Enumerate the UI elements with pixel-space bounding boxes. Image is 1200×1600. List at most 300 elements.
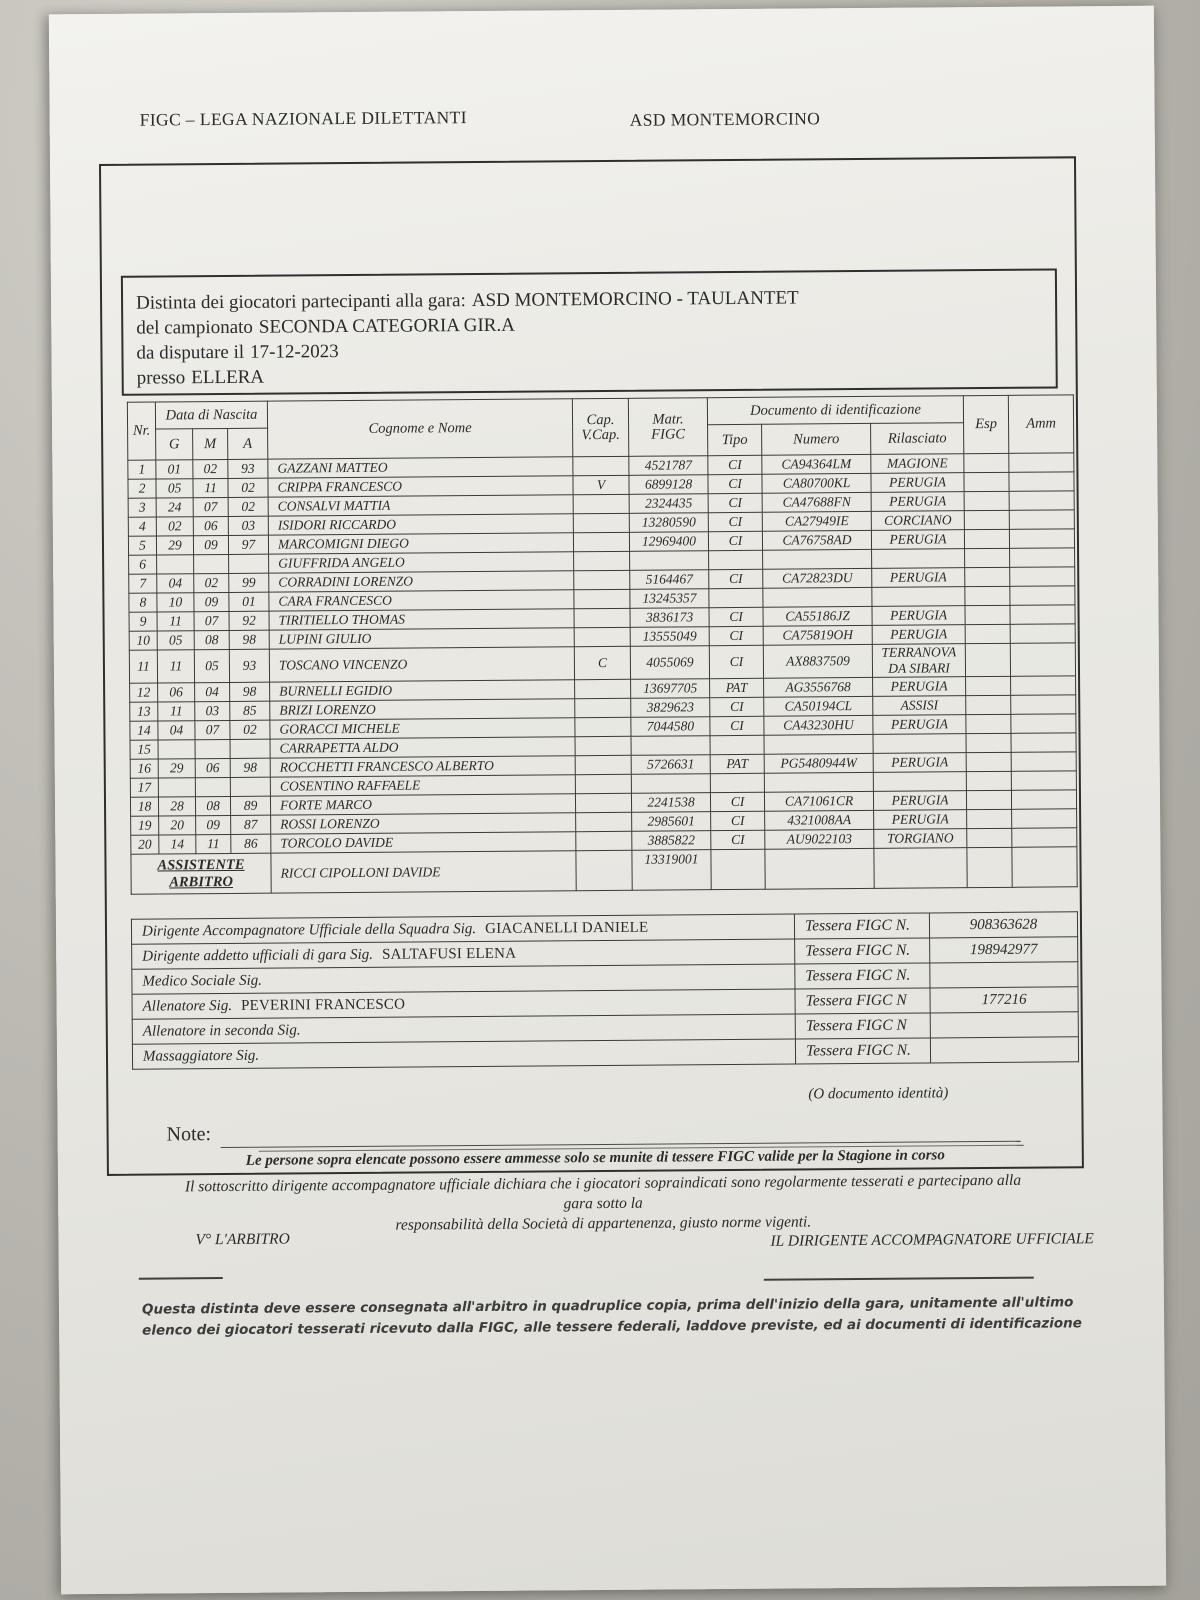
player-name: CRIPPA FRANCESCO: [268, 476, 573, 497]
player-name: LUPINI GIULIO: [269, 628, 574, 649]
figc-number: [631, 774, 710, 794]
birth-month: 08: [194, 630, 229, 649]
document-type: CI: [710, 792, 764, 811]
col-header-rilasciato: Rilasciato: [871, 423, 964, 455]
captain-mark: [573, 513, 629, 532]
birth-month: 09: [193, 535, 228, 554]
document-number: [763, 549, 872, 569]
player-number: 6: [129, 555, 157, 574]
document-number: CA27949IE: [762, 511, 871, 531]
birth-month: 04: [195, 682, 230, 701]
manager-signature-line: [764, 1277, 1034, 1281]
player-number: 3: [128, 498, 156, 517]
captain-mark: [575, 755, 631, 774]
document-issuer: [872, 549, 965, 569]
player-name: GORACCI MICHELE: [270, 718, 575, 739]
document-type: CI: [709, 569, 763, 588]
birth-month: 03: [195, 701, 230, 720]
championship-label: del campionato: [136, 316, 253, 339]
birth-month: 11: [193, 478, 228, 497]
assistant-doc-issuer: [874, 848, 967, 889]
player-number: 7: [129, 574, 157, 593]
amm-cell: [1012, 828, 1077, 848]
document-issuer: [873, 772, 966, 792]
esp-cell: [965, 643, 1010, 676]
amm-cell: [1009, 472, 1074, 492]
birth-month: 02: [194, 573, 229, 592]
player-name: ROCCHETTI FRANCESCO ALBERTO: [270, 756, 575, 777]
col-header-numero: Numero: [762, 423, 871, 455]
captain-mark: [576, 831, 632, 850]
document-type: PAT: [710, 754, 764, 773]
document-issuer: [873, 734, 966, 754]
col-header-tipo: Tipo: [708, 424, 762, 455]
document-type: CI: [711, 811, 765, 830]
club-header: ASD MONTEMORCINO: [629, 108, 821, 130]
birth-day: 05: [157, 631, 194, 650]
player-name: ROSSI LORENZO: [271, 813, 576, 834]
captain-mark: V: [573, 475, 629, 494]
assistant-label-line1: ASSISTENTE: [157, 856, 245, 874]
col-header-month: M: [193, 428, 228, 459]
birth-month: 05: [194, 649, 229, 682]
col-header-nr: Nr.: [127, 402, 155, 460]
captain-mark: [575, 717, 631, 736]
player-name: CORRADINI LORENZO: [269, 571, 574, 592]
esp-cell: [966, 790, 1011, 809]
birth-year: 92: [229, 611, 269, 630]
form-border: [99, 156, 1084, 1176]
birth-year: 98: [230, 682, 270, 701]
document-number: [764, 772, 873, 792]
player-name: TORCOLO DAVIDE: [271, 832, 576, 853]
esp-cell: [964, 491, 1009, 510]
figc-number: [630, 551, 709, 571]
captain-mark: [575, 679, 631, 698]
birth-day: 11: [157, 650, 194, 683]
roster-table: [127, 394, 1078, 894]
captain-mark: [575, 793, 631, 812]
birth-day: [158, 778, 195, 797]
official-role-label: Allenatore in seconda Sig.: [142, 1021, 301, 1040]
assistant-referee-name: RICCI CIPOLLONI DAVIDE: [271, 851, 576, 893]
figc-number: 6899128: [629, 475, 708, 495]
esp-cell: [965, 624, 1010, 643]
captain-mark: C: [574, 646, 630, 679]
document-type: [709, 550, 763, 569]
amm-cell: [1011, 733, 1076, 753]
birth-year: 97: [228, 535, 268, 554]
captain-label-line2: V.Cap.: [581, 426, 620, 443]
col-header-matricola: [628, 398, 707, 457]
official-role-label: Medico Sociale Sig.: [142, 972, 263, 990]
match-title-value: ASD MONTEMORCINO - TAULANTET: [471, 287, 799, 312]
admission-note: Le persone sopra elencate possono essere ammesse solo se munite di tessere FIGC valide per la Stagione in corso: [245, 1147, 945, 1169]
document-number: [763, 587, 872, 607]
assistant-figc-number: 13319001: [632, 850, 711, 891]
esp-cell: [966, 676, 1011, 695]
officials-table: [131, 911, 1079, 1069]
referee-signature-label: V° L'ARBITRO: [195, 1230, 290, 1249]
document-issuer: PERUGIA: [871, 473, 964, 493]
assistant-doc-type: [711, 849, 765, 889]
birth-month: 06: [195, 758, 230, 777]
birth-year: 89: [230, 796, 270, 815]
assistant-referee-row: [131, 847, 1077, 894]
document-number: CA75819OH: [763, 625, 872, 645]
amm-cell: [1010, 586, 1075, 606]
document-type: CI: [709, 607, 763, 626]
birth-month: 07: [195, 720, 230, 739]
assistant-captain-cell: [576, 850, 632, 890]
document-type: CI: [711, 830, 765, 849]
player-name: GAZZANI MATTEO: [268, 457, 573, 478]
captain-label-line1: Cap.: [586, 411, 615, 428]
birth-month: [195, 777, 230, 796]
tessera-number: [930, 1037, 1078, 1063]
birth-year: 02: [228, 497, 268, 516]
col-header-year: A: [228, 428, 268, 459]
assistant-amm-cell: [1012, 847, 1077, 888]
birth-month: 06: [193, 516, 228, 535]
amm-cell: [1011, 752, 1076, 772]
birth-year: [230, 739, 270, 758]
birth-day: 20: [159, 816, 196, 835]
document-type: CI: [710, 697, 764, 716]
tessera-number: 198942977: [930, 937, 1078, 963]
captain-mark: [574, 608, 630, 627]
doc-identity-note: (O documento identità): [808, 1085, 949, 1103]
document-type: CI: [708, 455, 762, 474]
col-header-birth: Data di Nascita: [155, 401, 267, 429]
document-type: [710, 773, 764, 792]
captain-mark: [576, 812, 632, 831]
amm-cell: [1011, 771, 1076, 791]
figc-number: 12969400: [629, 532, 708, 552]
player-name: BURNELLI EGIDIO: [270, 680, 575, 701]
player-name: GIUFFRIDA ANGELO: [269, 552, 574, 573]
player-number: 9: [129, 612, 157, 631]
esp-cell: [966, 771, 1011, 790]
roster-body: [128, 453, 1077, 854]
document-number: CA80700KL: [762, 473, 871, 493]
player-number: 4: [128, 517, 156, 536]
birth-day: 10: [157, 593, 194, 612]
document-issuer: [872, 587, 965, 607]
figc-number: 13245357: [630, 589, 709, 609]
player-number: 14: [130, 721, 158, 740]
birth-day: 29: [156, 536, 193, 555]
document-number: CA55186JZ: [763, 606, 872, 626]
birth-year: 98: [230, 758, 270, 777]
birth-year: 85: [230, 701, 270, 720]
document-number: AU9022103: [765, 829, 874, 849]
document-issuer: PERUGIA: [871, 530, 964, 550]
esp-cell: [967, 809, 1012, 828]
birth-year: 93: [229, 649, 269, 682]
tessera-label: Tessera FIGC N: [795, 988, 930, 1014]
figc-number: 5726631: [631, 755, 710, 775]
birth-month: 07: [194, 611, 229, 630]
captain-mark: [575, 698, 631, 717]
birth-year: 99: [229, 573, 269, 592]
tessera-number: [930, 1012, 1078, 1038]
document-number: [764, 734, 873, 754]
manager-signature-label: IL DIRIGENTE ACCOMPAGNATORE UFFICIALE: [770, 1230, 1094, 1250]
player-number: 5: [128, 536, 156, 555]
officials-body: [131, 912, 1078, 1069]
esp-cell: [967, 828, 1012, 847]
official-role-label: Massaggiatore Sig.: [142, 1047, 260, 1065]
player-number: 18: [130, 797, 158, 816]
birth-day: 06: [158, 683, 195, 702]
document-number: PG5480944W: [764, 753, 873, 773]
player-name: CARA FRANCESCO: [269, 590, 574, 611]
tessera-label: Tessera FIGC N.: [795, 963, 930, 989]
declaration-text: [173, 1171, 1033, 1238]
amm-cell: [1009, 510, 1074, 530]
amm-cell: [1010, 643, 1075, 677]
figc-number: 5164467: [630, 570, 709, 590]
document-type: CI: [709, 626, 763, 645]
amm-cell: [1011, 714, 1076, 734]
match-info-box: [121, 268, 1058, 395]
notes-label: Note:: [166, 1123, 212, 1146]
official-role-label: Allenatore Sig.: [142, 997, 233, 1015]
document-issuer: PERUGIA: [873, 677, 966, 697]
document-type: CI: [710, 716, 764, 735]
player-name: COSENTINO RAFFAELE: [270, 775, 575, 796]
document-number: CA50194CL: [764, 696, 873, 716]
document-number: AG3556768: [764, 677, 873, 697]
document-number: CA94364LM: [762, 454, 871, 474]
amm-cell: [1012, 809, 1077, 829]
birth-year: [230, 777, 270, 796]
player-name: TIRITIELLO THOMAS: [269, 609, 574, 630]
venue-value: ELLERA: [191, 366, 265, 389]
birth-day: 05: [156, 479, 193, 498]
matricola-label-line2: FIGC: [651, 425, 686, 443]
player-number: 19: [131, 816, 159, 835]
figc-number: 3829623: [631, 698, 710, 718]
birth-month: 07: [193, 497, 228, 516]
paper-sheet: [49, 6, 1166, 1595]
match-date-label: da disputare il: [136, 341, 245, 364]
esp-cell: [965, 548, 1010, 567]
birth-year: 02: [230, 720, 270, 739]
birth-day: 01: [156, 460, 193, 479]
document-issuer: TORGIANO: [874, 829, 967, 849]
document-issuer: PERUGIA: [872, 568, 965, 588]
birth-day: 02: [156, 517, 193, 536]
esp-cell: [964, 529, 1009, 548]
birth-year: 03: [228, 516, 268, 535]
tessera-number: 908363628: [929, 912, 1077, 938]
document-issuer: PERUGIA: [872, 606, 965, 626]
birth-month: [194, 554, 229, 573]
player-name: ISIDORI RICCARDO: [268, 514, 573, 535]
document-type: CI: [708, 474, 762, 493]
amm-cell: [1010, 548, 1075, 568]
captain-mark: [574, 551, 630, 570]
birth-day: 24: [156, 498, 193, 517]
document-issuer: MAGIONE: [871, 454, 964, 474]
col-header-document: Documento di identificazione: [707, 396, 963, 425]
matricola-label-line1: Matr.: [652, 410, 684, 428]
figc-number: 4521787: [629, 456, 708, 476]
venue-label: presso: [136, 367, 186, 389]
player-number: 11: [129, 650, 157, 683]
document-type: CI: [708, 531, 762, 550]
document-type: CI: [709, 645, 763, 678]
birth-month: 09: [194, 592, 229, 611]
birth-year: 02: [228, 478, 268, 497]
figc-number: 13280590: [629, 513, 708, 533]
figc-number: 13697705: [631, 679, 710, 699]
birth-year: 01: [229, 592, 269, 611]
player-name: TOSCANO VINCENZO: [269, 647, 574, 682]
document-number: CA47688FN: [762, 492, 871, 512]
esp-cell: [966, 695, 1011, 714]
col-header-day: G: [156, 429, 193, 460]
official-role: [132, 1039, 795, 1069]
birth-day: [157, 555, 194, 574]
tessera-number: [930, 962, 1078, 988]
league-header: FIGC – LEGA NAZIONALE DILETTANTI: [139, 107, 468, 130]
document-issuer: PERUGIA: [873, 715, 966, 735]
captain-mark: [574, 589, 630, 608]
assistant-doc-number: [765, 848, 874, 889]
referee-signature-line: [139, 1277, 223, 1280]
match-title-label: Distinta dei giocatori partecipanti alla gara:: [136, 290, 466, 314]
esp-cell: [964, 510, 1009, 529]
birth-day: 14: [159, 835, 196, 854]
player-number: 16: [130, 759, 158, 778]
amm-cell: [1009, 491, 1074, 511]
amm-cell: [1010, 605, 1075, 625]
document-issuer: PERUGIA: [874, 810, 967, 830]
document-issuer: PERUGIA: [872, 625, 965, 645]
document-number: CA72823DU: [763, 568, 872, 588]
official-name: SALTAFUSI ELENA: [381, 945, 517, 963]
assistant-referee-label: [131, 853, 271, 894]
amm-cell: [1011, 695, 1076, 715]
esp-cell: [966, 733, 1011, 752]
document-number: CA43230HU: [764, 715, 873, 735]
birth-day: 29: [158, 759, 195, 778]
document-issuer: PERUGIA: [871, 492, 964, 512]
player-name: BRIZI LORENZO: [270, 699, 575, 720]
document-type: PAT: [710, 678, 764, 697]
player-name: MARCOMIGNI DIEGO: [268, 533, 573, 554]
document-issuer: PERUGIA: [873, 791, 966, 811]
esp-cell: [966, 752, 1011, 771]
document-type: CI: [708, 493, 762, 512]
birth-day: 04: [158, 721, 195, 740]
birth-month: 09: [196, 815, 231, 834]
amm-cell: [1010, 567, 1075, 587]
player-number: 15: [130, 740, 158, 759]
captain-mark: [574, 570, 630, 589]
player-number: 20: [131, 835, 159, 854]
player-number: 12: [130, 683, 158, 702]
official-name: GIACANELLI DANIELE: [485, 919, 649, 937]
figc-number: 13555049: [630, 627, 709, 647]
declaration-line1: Il sottoscritto dirigente accompagnatore ufficiale dichiara che i giocatori sopraindicati sono regolarmente tesserati e partecipano alla gara sotto la: [184, 1171, 1022, 1213]
captain-mark: [575, 736, 631, 755]
roster-header: [127, 395, 1073, 460]
amm-cell: [1009, 529, 1074, 549]
captain-mark: [573, 494, 629, 513]
birth-year: 87: [231, 815, 271, 834]
col-header-name: Cognome e Nome: [267, 399, 572, 459]
figc-number: [631, 736, 710, 756]
tessera-number: 177216: [930, 987, 1078, 1013]
birth-year: [229, 554, 269, 573]
figc-number: 2324435: [629, 494, 708, 514]
document-number: CA76758AD: [762, 530, 871, 550]
birth-year: 86: [231, 834, 271, 853]
official-role-label: Dirigente addetto ufficiali di gara Sig.: [142, 946, 374, 965]
footer-instructions: Questa distinta deve essere consegnata all'arbitro in quadruplice copia, prima dell'inizio della gara, unitamente all'ultimo elenco dei giocatori tesserati ricevuto dalla FIGC, alle tessere federali, laddove previste, ed ai documenti di identificazione: [141, 1294, 1082, 1339]
birth-month: 11: [196, 834, 231, 853]
amm-cell: [1011, 790, 1076, 810]
figc-number: 3885822: [632, 831, 711, 851]
player-number: 1: [128, 460, 156, 479]
document-issuer: ASSISI: [873, 696, 966, 716]
declaration-line2: responsabilità della Società di appartenenza, giusto norme vigenti.: [395, 1213, 812, 1234]
esp-cell: [964, 453, 1009, 472]
captain-mark: [573, 532, 629, 551]
figc-number: 3836173: [630, 608, 709, 628]
tessera-label: Tessera FIGC N.: [795, 1038, 930, 1064]
birth-month: 08: [195, 796, 230, 815]
esp-cell: [965, 567, 1010, 586]
player-name: CONSALVI MATTIA: [268, 495, 573, 516]
document-number: CA71061CR: [764, 791, 873, 811]
captain-mark: [575, 774, 631, 793]
birth-month: [195, 739, 230, 758]
player-number: 13: [130, 702, 158, 721]
assistant-label-line2: ARBITRO: [169, 873, 234, 890]
official-role-label: Dirigente Accompagnatore Ufficiale della Squadra Sig.: [141, 920, 477, 940]
player-name: CARRAPETTA ALDO: [270, 737, 575, 758]
birth-year: 98: [229, 630, 269, 649]
assistant-esp-cell: [967, 847, 1012, 887]
document-issuer: PERUGIA: [873, 753, 966, 773]
official-name: PEVERINI FRANCESCO: [240, 996, 406, 1014]
birth-day: [158, 740, 195, 759]
document-issuer: CORCIANO: [871, 511, 964, 531]
birth-day: 11: [157, 612, 194, 631]
document-number: AX8837509: [763, 644, 872, 678]
amm-cell: [1011, 676, 1076, 696]
tessera-label: Tessera FIGC N.: [795, 938, 930, 964]
esp-cell: [965, 586, 1010, 605]
amm-cell: [1010, 624, 1075, 644]
col-header-amm: Amm: [1008, 395, 1073, 454]
figc-number: 7044580: [631, 717, 710, 737]
championship-value: SECONDA CATEGORIA GIR.A: [258, 314, 515, 338]
col-header-esp: Esp: [963, 395, 1008, 453]
player-number: 8: [129, 593, 157, 612]
player-number: 10: [129, 631, 157, 650]
esp-cell: [965, 605, 1010, 624]
birth-year: 93: [228, 459, 268, 478]
esp-cell: [964, 472, 1009, 491]
birth-day: 04: [157, 574, 194, 593]
document-type: [710, 735, 764, 754]
